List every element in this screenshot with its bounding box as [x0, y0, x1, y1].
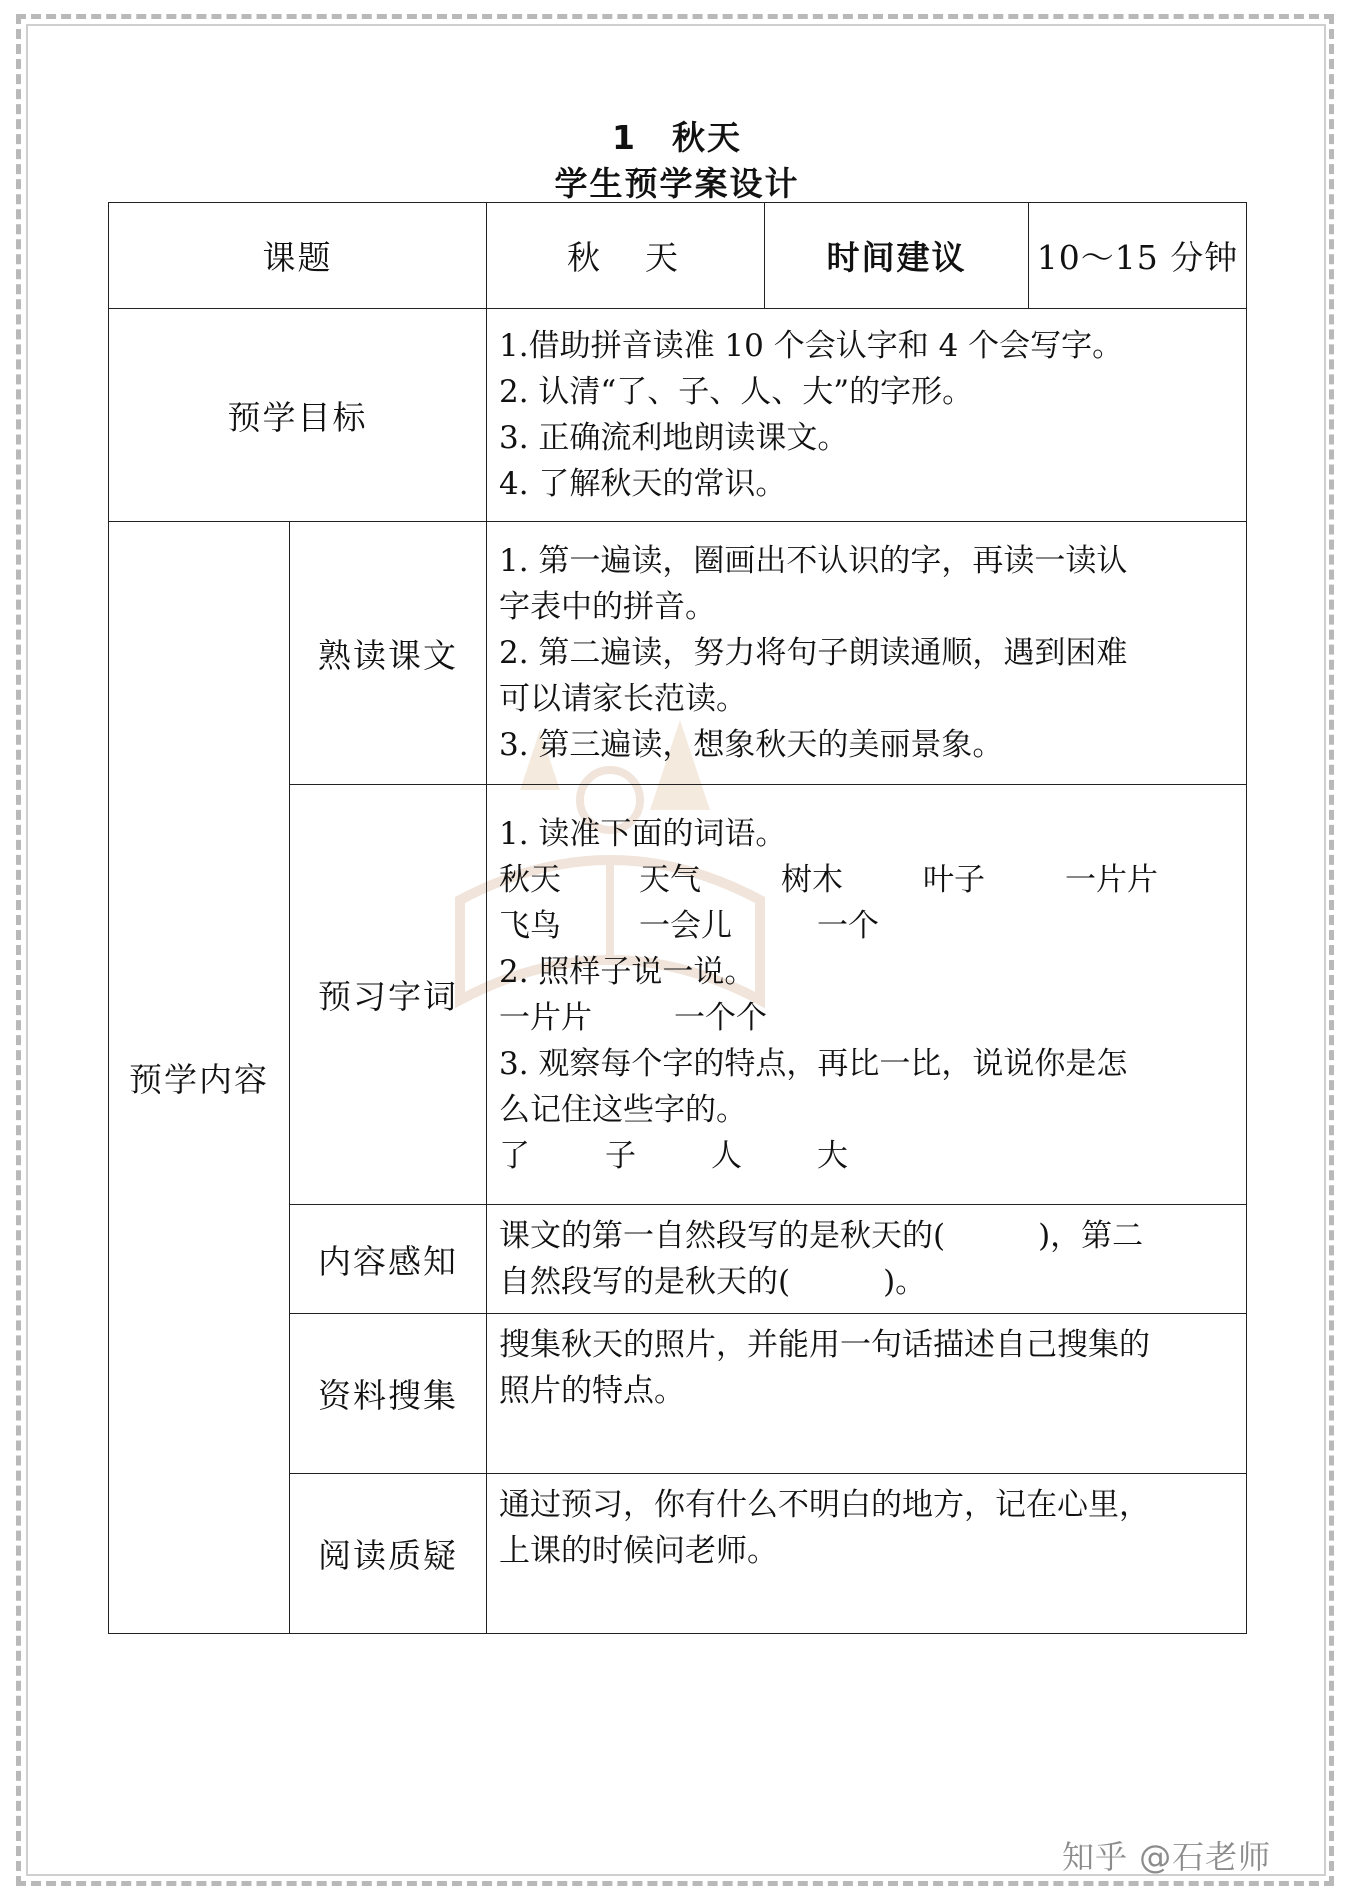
- goals-label: 预学目标: [109, 309, 487, 522]
- reading-label: 熟读课文: [290, 522, 487, 785]
- char-item: 人: [711, 1137, 742, 1174]
- word-row-4: [499, 1133, 1236, 1179]
- time-value: 10～15 分钟: [1029, 203, 1247, 309]
- reading-line: 3. 第三遍读，想象秋天的美丽景象。: [499, 727, 1004, 763]
- char-item: 子: [605, 1137, 636, 1174]
- content-section-label: 预学内容: [109, 522, 290, 1634]
- word-item: 一会儿: [639, 907, 732, 944]
- perception-line: 自然段写的是秋天的( )。: [499, 1264, 927, 1300]
- reading-line: 2. 第二遍读，努力将句子朗读通顺，遇到困难: [499, 635, 1128, 671]
- question-label: 阅读质疑: [290, 1474, 487, 1634]
- words-question-3: 3. 观察每个字的特点，再比一比，说说你是怎: [499, 1045, 1128, 1082]
- goal-item: 1.借助拼音读准 10 个会认字和 4 个会写字。: [499, 328, 1124, 364]
- reading-line: 1. 第一遍读，圈画出不认识的字，再读一读认: [499, 543, 1128, 579]
- word-item: 树木: [781, 861, 843, 898]
- char-item: 了: [499, 1137, 530, 1174]
- question-line: 上课的时候问老师。: [499, 1533, 778, 1569]
- word-row-2: [499, 903, 1236, 949]
- goals-content: [487, 309, 1247, 522]
- word-item: 一个个: [674, 999, 767, 1036]
- reading-line: 字表中的拼音。: [499, 589, 716, 625]
- topic-label: 课题: [109, 203, 487, 309]
- source-watermark: 知乎 @石老师: [1062, 1838, 1272, 1876]
- question-line: 通过预习，你有什么不明白的地方，记在心里，: [499, 1487, 1150, 1523]
- words-content: [487, 785, 1247, 1205]
- topic-value: 秋 天: [487, 203, 765, 309]
- question-content: [487, 1474, 1247, 1634]
- lesson-title: 1 秋天: [612, 118, 742, 157]
- collect-line: 搜集秋天的照片，并能用一句话描述自己搜集的: [499, 1327, 1150, 1363]
- word-item: 一片片: [1065, 861, 1158, 898]
- goals-row: [109, 309, 1247, 522]
- goal-item: 3. 正确流利地朗读课文。: [499, 420, 849, 456]
- reading-content: [487, 522, 1247, 785]
- word-item: 天气: [639, 861, 701, 898]
- word-item: 一片片: [499, 999, 592, 1036]
- collect-label: 资料搜集: [290, 1314, 487, 1474]
- words-question-2: 2. 照样子说一说。: [499, 953, 756, 990]
- document-subtitle: 学生预学案设计: [554, 164, 800, 203]
- goal-item: 4. 了解秋天的常识。: [499, 466, 787, 502]
- topic-row: [109, 203, 1247, 309]
- reading-row: [109, 522, 1247, 785]
- time-label: 时间建议: [765, 203, 1029, 309]
- goal-item: 2. 认清“了、子、人、大”的字形。: [499, 374, 974, 410]
- word-item: 一个: [817, 907, 879, 944]
- char-item: 大: [817, 1137, 848, 1174]
- word-row-1: [499, 857, 1236, 903]
- word-item: 叶子: [923, 861, 985, 898]
- word-item: 飞鸟: [499, 907, 561, 944]
- perception-content: [487, 1205, 1247, 1314]
- preview-table: [108, 202, 1247, 1634]
- word-item: 秋天: [499, 861, 561, 898]
- words-label: 预习字词: [290, 785, 487, 1205]
- word-row-3: [499, 995, 1236, 1041]
- perception-label: 内容感知: [290, 1205, 487, 1314]
- reading-line: 可以请家长范读。: [499, 681, 747, 717]
- words-question-3-cont: 么记住这些字的。: [499, 1091, 747, 1128]
- words-question-1: 1. 读准下面的词语。: [499, 815, 787, 852]
- perception-line: 课文的第一自然段写的是秋天的( )，第二: [499, 1218, 1144, 1254]
- collect-line: 照片的特点。: [499, 1373, 685, 1409]
- collect-content: [487, 1314, 1247, 1474]
